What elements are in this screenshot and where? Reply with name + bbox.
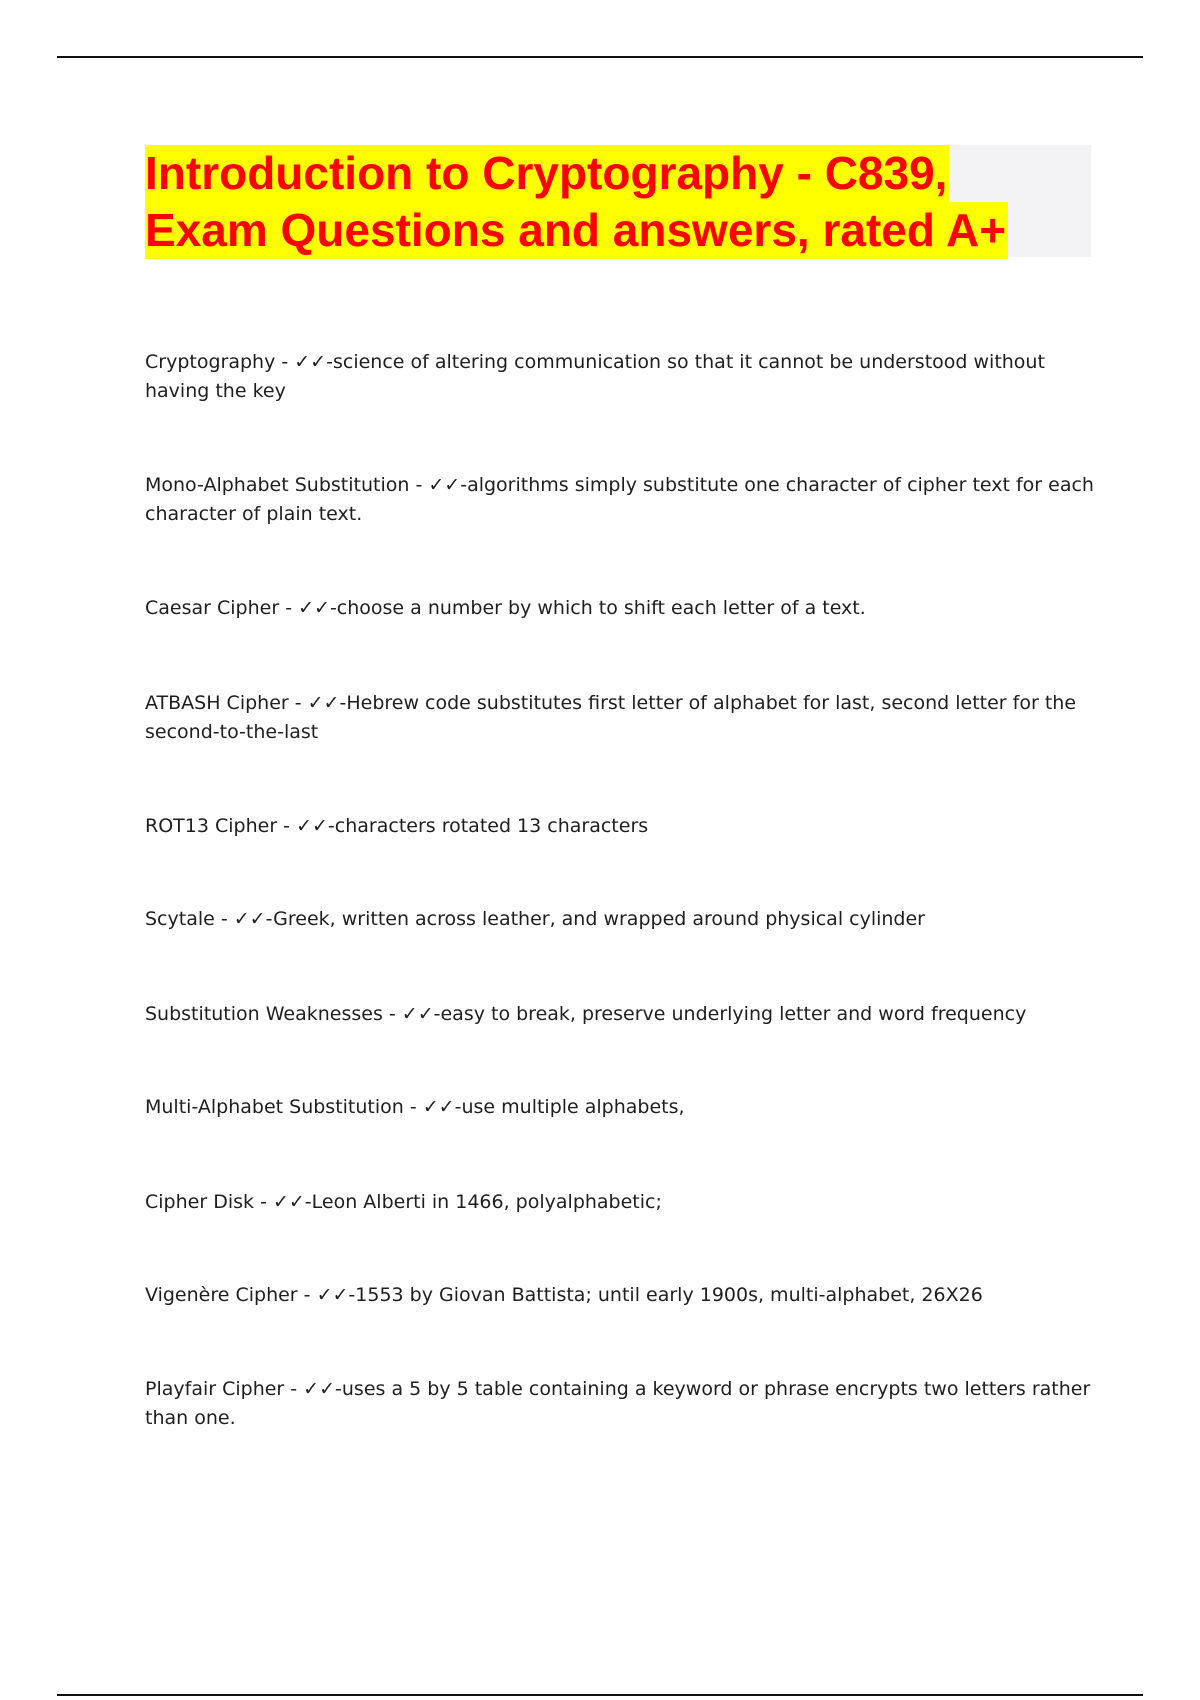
qa-entry [145,1281,1095,1310]
entry-separator: - [254,1191,273,1213]
answer-prefix: - [326,351,333,373]
answer-prefix: - [433,1003,441,1025]
double-check-icon: ✓✓ [296,815,328,837]
answer-prefix: - [265,908,274,930]
double-check-icon: ✓✓ [303,1378,336,1400]
double-check-icon: ✓✓ [272,1191,305,1213]
entry-definition: uses a 5 by 5 table containing a keyword or phrase encrypts two letters rather than one. [145,1378,1091,1429]
title-block [145,145,1091,257]
entry-definition: easy to break, preserve underlying letter and word frequency [440,1003,1027,1025]
entry-separator: - [297,1284,317,1306]
footer-rule [57,1694,1143,1696]
double-check-icon: ✓✓ [298,597,330,619]
qa-entry [145,905,1095,934]
qa-entry [145,812,1095,841]
qa-entry [145,1375,1095,1433]
entry-definition: 1553 by Giovan Battista; until early 1900s, multi-alphabet, 26X26 [355,1284,983,1306]
entry-separator: - [382,1003,402,1025]
entry-definition: choose a number by which to shift each letter of a text. [336,597,866,619]
entry-term: Caesar Cipher [145,597,280,619]
entry-definition: characters rotated 13 characters [334,815,649,837]
entry-definition: use multiple alphabets, [461,1096,685,1118]
double-check-icon: ✓✓ [307,692,340,714]
double-check-icon: ✓✓ [428,474,461,496]
entry-definition: Hebrew code substitutes first letter of alphabet for last, second letter for the second-to-the-last [145,692,1077,743]
answer-prefix: - [329,597,337,619]
qa-entry [145,689,1095,747]
entry-term: Mono-Alphabet Substitution [145,474,410,496]
entry-separator: - [409,474,429,496]
entry-separator: - [288,692,308,714]
entry-definition: Leon Alberti in 1466, polyalphabetic; [311,1191,662,1213]
answer-prefix: - [335,1378,342,1400]
double-check-icon: ✓✓ [233,908,266,930]
entry-term: Cryptography [145,351,276,373]
answer-prefix: - [348,1284,356,1306]
header-rule [57,56,1143,58]
qa-entry [145,348,1095,406]
answer-prefix: - [304,1191,312,1213]
entry-term: Substitution Weaknesses [145,1003,383,1025]
entry-term: Multi-Alphabet Substitution [145,1096,404,1118]
entry-definition: Greek, written across leather, and wrapped around physical cylinder [273,908,925,930]
entry-term: Vigenère Cipher [145,1284,298,1306]
entry-definition: algorithms simply substitute one character of cipher text for each character of plain text. [145,474,1094,525]
entry-term: Scytale [145,908,215,930]
answer-prefix: - [327,815,335,837]
qa-entry [145,1000,1095,1029]
double-check-icon: ✓✓ [316,1284,349,1306]
double-check-icon: ✓✓ [401,1003,434,1025]
double-check-icon: ✓✓ [294,351,327,373]
entry-separator: - [214,908,234,930]
title-line-2: Exam Questions and answers, rated A+ [145,202,1008,259]
qa-entry [145,1093,1095,1122]
qa-entry [145,594,1095,623]
document-title [145,145,1091,259]
double-check-icon: ✓✓ [422,1096,455,1118]
answer-prefix: - [339,692,347,714]
entry-separator: - [284,1378,304,1400]
entry-separator: - [277,815,297,837]
entry-term: Playfair Cipher [145,1378,285,1400]
answer-prefix: - [460,474,468,496]
entry-term: ROT13 Cipher [145,815,278,837]
entry-definition: science of altering communication so that it cannot be understood without having the key [145,351,1045,402]
answer-prefix: - [454,1096,462,1118]
entry-term: Cipher Disk [145,1191,254,1213]
entry-separator: - [403,1096,423,1118]
title-line-1: Introduction to Cryptography - C839, [145,145,949,202]
entry-separator: - [275,351,295,373]
qa-entry [145,471,1095,529]
qa-entry [145,1188,1095,1217]
entry-term: ATBASH Cipher [145,692,289,714]
entry-separator: - [279,597,299,619]
